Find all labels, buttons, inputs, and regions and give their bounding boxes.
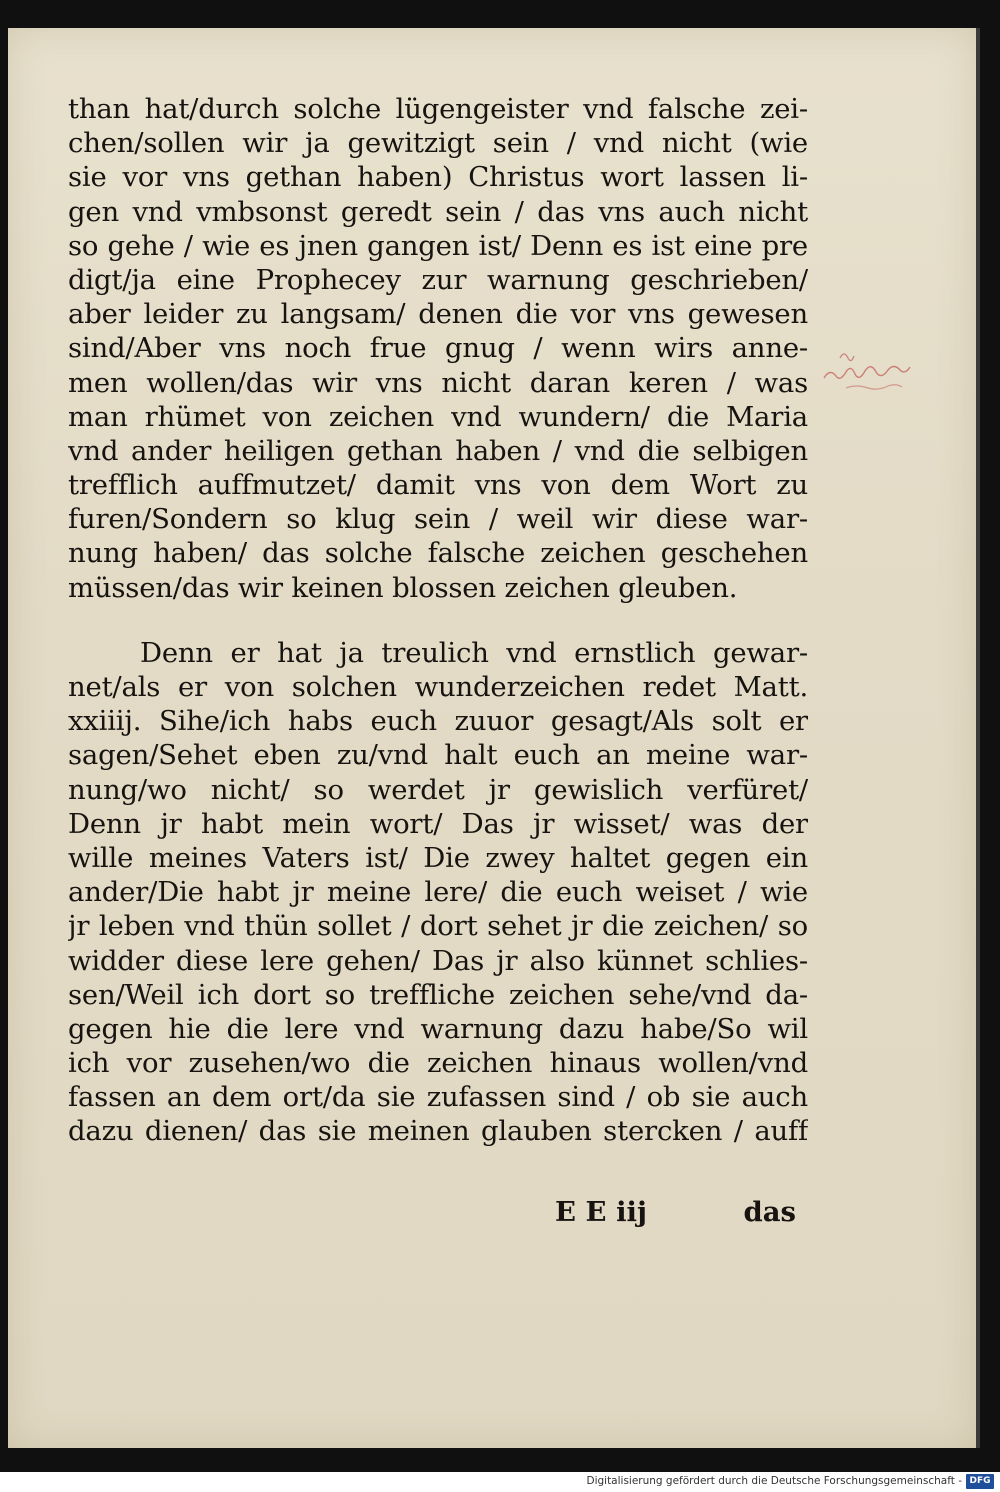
marginal-annotation <box>816 344 946 394</box>
text-line: sagen/Sehet eben zu/vnd halt euch an meine war- <box>68 739 808 772</box>
text-line: fassen an dem ort/da sie zufassen sind / ob sie auch <box>68 1081 808 1114</box>
text-line: widder diese lere gehen/ Das jr also künnet schlies- <box>68 944 808 977</box>
text-line: man rhümet von zeichen vnd wundern/ die Maria <box>68 400 808 433</box>
text-line: sie vor vns gethan haben) Christus wort lassen li- <box>68 161 808 194</box>
text-line: jr leben vnd thün sollet / dort sehet jr die zeichen/ so <box>68 910 808 943</box>
text-line: sind/Aber vns noch frue gnug / wenn wirs anne- <box>68 332 808 365</box>
text-line: trefflich auffmutzet/ damit vns von dem Wort zu <box>68 469 808 502</box>
text-line: chen/sollen wir ja gewitzigt sein / vnd nicht (wie <box>68 127 808 160</box>
text-line: gegen hie die lere vnd warnung dazu habe/So wil <box>68 1012 808 1045</box>
page-edge <box>976 28 980 1448</box>
text-line: vnd ander heiligen gethan haben / vnd die selbigen <box>68 434 808 467</box>
catchword: das <box>743 1196 796 1228</box>
signature-mark: E E iij <box>555 1196 647 1228</box>
text-line: Denn er hat ja treulich vnd ernstlich gewar- <box>140 636 808 669</box>
text-line: müssen/das wir keinen blossen zeichen gleuben. <box>68 571 738 604</box>
text-line: ander/Die habt jr meine lere/ die euch weiset / wie <box>68 876 808 909</box>
text-line: aber leider zu langsam/ denen die vor vns gewesen <box>68 298 808 331</box>
text-line: ich vor zusehen/wo die zeichen hinaus wollen/vnd <box>68 1047 808 1080</box>
text-line: furen/Sondern so klug sein / weil wir diese war- <box>68 503 808 536</box>
text-line: so gehe / wie es jnen gangen ist/ Denn es ist eine pre <box>68 229 808 262</box>
text-line: Denn jr habt mein wort/ Das jr wisset/ was der <box>68 807 808 840</box>
text-line: gen vnd vmbsonst geredt sein / das vns auch nicht <box>68 195 808 228</box>
dfg-logo: DFG <box>966 1474 994 1489</box>
text-block <box>68 92 808 1149</box>
paragraph-2 <box>68 636 808 1149</box>
text-line: wille meines Vaters ist/ Die zwey haltet gegen ein <box>68 841 808 874</box>
text-line: nung/wo nicht/ so werdet jr gewislich verfüret/ <box>68 773 808 806</box>
text-line: sen/Weil ich dort so treffliche zeichen sehe/vnd da- <box>68 978 808 1011</box>
page-footer-marks <box>68 1196 808 1230</box>
text-line: net/als er von solchen wunderzeichen redet Matt. <box>68 671 808 703</box>
text-line: men wollen/das wir vns nicht daran keren / was <box>68 366 808 399</box>
funding-credit: Digitalisierung gefördert durch die Deutsche Forschungsgemeinschaft - <box>586 1475 962 1487</box>
text-line: nung haben/ das solche falsche zeichen geschehen <box>68 537 808 570</box>
text-line: digt/ja eine Prophecey zur warnung geschrieben/ <box>68 263 808 296</box>
paragraph-1 <box>68 92 808 605</box>
credit-bar <box>0 1472 1000 1492</box>
text-line: than hat/durch solche lügengeister vnd falsche zei- <box>68 93 808 125</box>
text-line: xxiiij. Sihe/ich habs euch zuuor gesagt/Als solt er <box>68 705 808 738</box>
text-line: dazu dienen/ das sie meinen glauben stercken / auff <box>68 1115 808 1148</box>
